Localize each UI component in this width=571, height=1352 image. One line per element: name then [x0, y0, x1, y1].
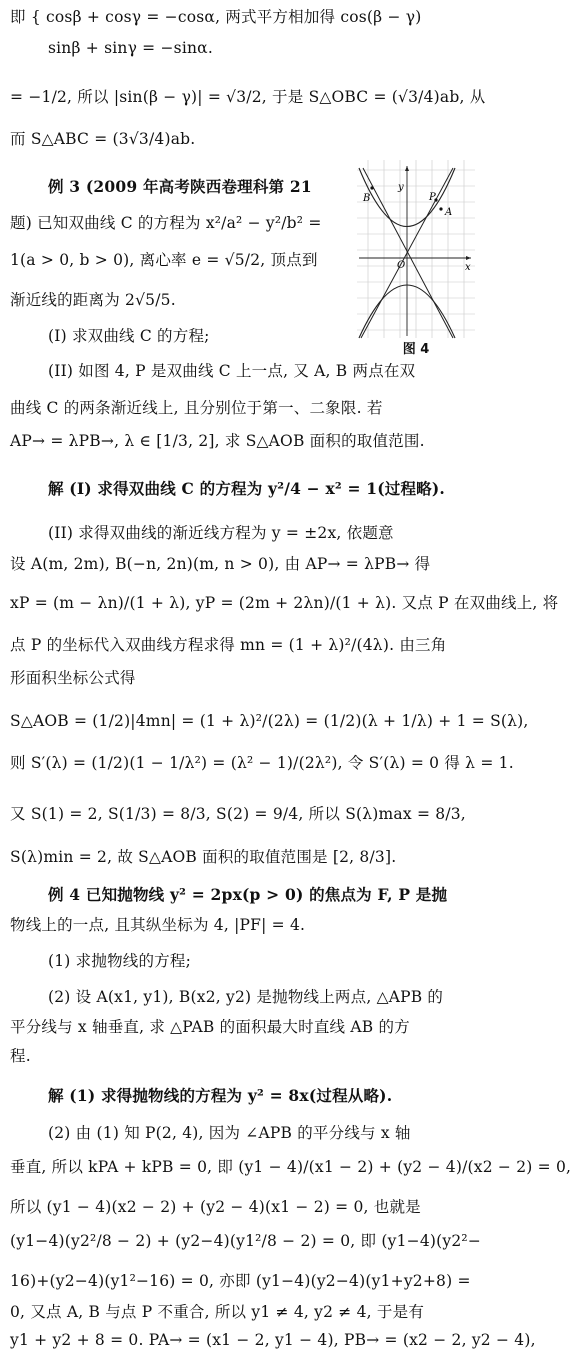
text-line-36: y1 + y2 + 8 = 0. PA→ = (x1 − 2, y1 − 4), PB→ = (x2 − 2, y2 − 4),	[10, 1331, 536, 1349]
solution-heading-1: 解 (I) 求得双曲线 C 的方程为 y²/4 − x² = 1(过程略).	[48, 479, 446, 498]
text-line-11: 曲线 C 的两条渐近线上, 且分别位于第一、二象限. 若	[10, 399, 383, 417]
text-line-26: (2) 设 A(x1, y1), B(x2, y2) 是抛物线上两点, △APB 的	[48, 988, 444, 1006]
text-line-27: 平分线与 x 轴垂直, 求 △PAB 的面积最大时直线 AB 的方	[10, 1018, 410, 1036]
text-line-8: 渐近线的距离为 2√5/5.	[10, 291, 176, 309]
point-b	[370, 186, 373, 189]
text-line-9: (I) 求双曲线 C 的方程;	[48, 327, 210, 345]
label-b: B	[363, 193, 371, 204]
text-line-31: 垂直, 所以 kPA + kPB = 0, 即 (y1 − 4)/(x1 − 2) + (y2 − 4)/(x2 − 2) = 0,	[10, 1158, 571, 1176]
text-line-33: (y1−4)(y2²/8 − 2) + (y2−4)(y1²/8 − 2) = 0, 即 (y1−4)(y2²−	[10, 1232, 482, 1250]
text-line-22: S(λ)min = 2, 故 S△AOB 面积的取值范围是 [2, 8/3].	[10, 848, 397, 866]
y-axis-arrow	[405, 166, 409, 171]
text-line-12: AP→ = λPB→, λ ∈ [1/3, 2], 求 S△AOB 面积的取值范围.	[10, 432, 425, 450]
label-a: A	[445, 207, 453, 218]
label-p: P	[429, 192, 436, 203]
x-axis-arrow	[466, 256, 471, 260]
hyperbola-diagram	[357, 160, 475, 338]
solution-heading-2: 解 (1) 求得抛物线的方程为 y² = 8x(过程从略).	[48, 1086, 393, 1105]
text-line-25: (1) 求抛物线的方程;	[48, 952, 192, 970]
text-line-20: 则 S′(λ) = (1/2)(1 − 1/λ²) = (λ² − 1)/(2λ²), 令 S′(λ) = 0 得 λ = 1.	[10, 754, 514, 772]
text-line-1: 即 { cosβ + cosγ = −cosα, 两式平方相加得 cos(β − γ)	[10, 8, 422, 26]
text-line-19: S△AOB = (1/2)|4mn| = (1 + λ)²/(2λ) = (1/2)(λ + 1/λ) + 1 = S(λ),	[10, 712, 529, 730]
text-line-28: 程.	[10, 1047, 31, 1065]
text-line-16: xP = (m − λn)/(1 + λ), yP = (2m + 2λn)/(1 + λ). 又点 P 在双曲线上, 将	[10, 594, 559, 612]
text-line-3: = −1/2, 所以 |sin(β − γ)| = √3/2, 于是 S△OBC = (√3/4)ab, 从	[10, 88, 486, 106]
text-line-35: 0, 又点 A, B 与点 P 不重合, 所以 y1 ≠ 4, y2 ≠ 4, 于是有	[10, 1303, 425, 1321]
text-line-7: 1(a > 0, b > 0), 离心率 e = √5/2, 顶点到	[10, 251, 318, 269]
text-line-17: 点 P 的坐标代入双曲线方程求得 mn = (1 + λ)²/(4λ). 由三角	[10, 636, 447, 654]
label-x: x	[465, 262, 471, 273]
text-line-4: 而 S△ABC = (3√3/4)ab.	[10, 130, 196, 148]
text-line-14: (II) 求得双曲线的渐近线方程为 y = ±2x, 依题意	[48, 524, 394, 542]
text-line-18: 形面积坐标公式得	[10, 669, 136, 687]
example-4-heading: 例 4 已知抛物线 y² = 2px(p > 0) 的焦点为 F, P 是抛	[48, 885, 448, 904]
text-line-21: 又 S(1) = 2, S(1/3) = 8/3, S(2) = 9/4, 所以 S(λ)max = 8/3,	[10, 805, 466, 823]
text-line-34: 16)+(y2−4)(y1²−16) = 0, 亦即 (y1−4)(y2−4)(y1+y2+8) =	[10, 1272, 471, 1290]
text-line-24: 物线上的一点, 且其纵坐标为 4, |PF| = 4.	[10, 916, 306, 934]
figure-caption: 图 4	[402, 342, 430, 357]
text-line-2: sinβ + sinγ = −sinα.	[48, 39, 213, 57]
text-line-6: 题) 已知双曲线 C 的方程为 x²/a² − y²/b² =	[10, 214, 322, 232]
figure-4	[357, 160, 475, 357]
example-3-heading: 例 3 (2009 年高考陕西卷理科第 21	[48, 177, 312, 196]
text-line-10: (II) 如图 4, P 是双曲线 C 上一点, 又 A, B 两点在双	[48, 362, 416, 380]
text-line-32: 所以 (y1 − 4)(x2 − 2) + (y2 − 4)(x1 − 2) = 0, 也就是	[10, 1198, 421, 1216]
text-line-30: (2) 由 (1) 知 P(2, 4), 因为 ∠APB 的平分线与 x 轴	[48, 1124, 411, 1142]
label-y: y	[398, 182, 404, 193]
label-o: O	[397, 260, 406, 271]
grid-lines	[357, 160, 475, 338]
text-line-15: 设 A(m, 2m), B(−n, 2n)(m, n > 0), 由 AP→ = λPB→ 得	[10, 555, 431, 573]
point-a	[439, 207, 442, 210]
